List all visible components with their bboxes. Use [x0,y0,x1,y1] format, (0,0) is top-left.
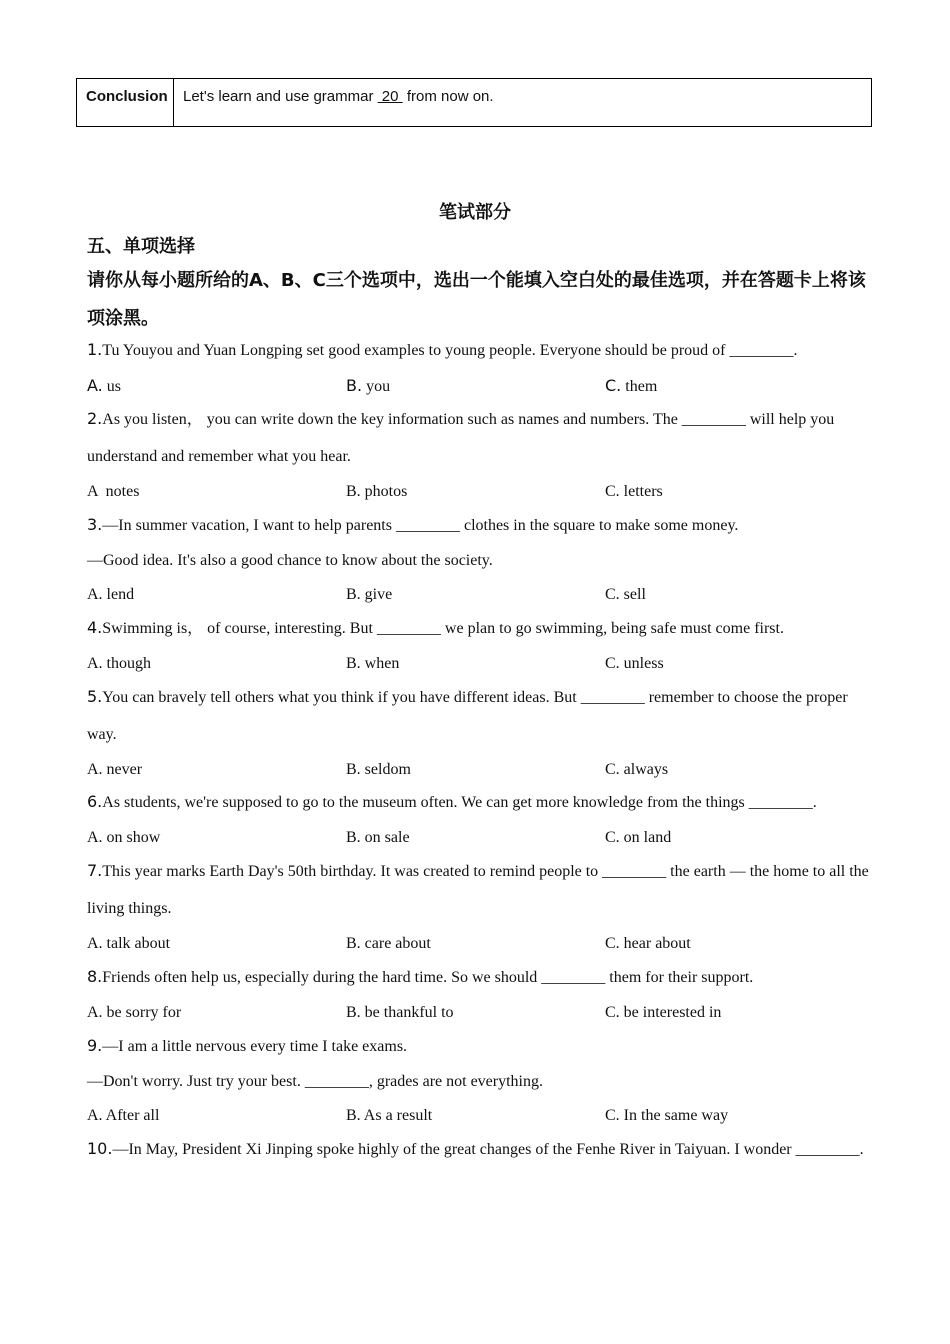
option-b[interactable]: B. when [346,655,400,672]
instructions: 请你从每小题所给的A、B、C三个选项中，选出一个能填入空白处的最佳选项，并在答题卡上将该项涂黑。 [87,270,866,329]
question-line: As students, we're supposed to go to the museum often. We can get more knowledge from the things ________. [102,794,817,811]
options-row [87,821,872,855]
option-c[interactable]: C. sell [605,586,646,603]
option-a[interactable]: A. be sorry for [87,1004,182,1021]
conclusion-table [76,78,872,127]
question-text [87,1130,872,1168]
question-line: Tu Youyou and Yuan Longping set good examples to young people. Everyone should be proud of ________. [102,342,798,359]
option-c[interactable]: C. be interested in [605,1004,722,1021]
option-a[interactable]: A. on show [87,829,161,846]
option-b[interactable]: B. on sale [346,829,410,846]
options-row [87,927,872,961]
question-text [87,678,872,753]
question-text [87,783,872,821]
question-number: 1. [87,340,103,359]
question-text [87,958,872,996]
question-9 [87,1027,872,1133]
options-row [87,369,872,403]
question-5 [87,678,872,787]
option-b[interactable]: B. As a result [346,1107,433,1124]
option-c[interactable]: C. them [605,376,658,395]
option-a[interactable]: A. us [87,376,121,395]
question-line: —Don't worry. Just try your best. ________, grades are not everything. [87,1073,543,1090]
question-line: —Good idea. It's also a good chance to know about the society. [87,552,493,569]
table-text-before: Let's learn and use grammar [183,88,378,105]
option-a[interactable]: A. never [87,761,143,778]
question-text [87,609,872,647]
question-number: 5. [87,687,103,706]
question-line: As you listen， you can write down the key information such as names and numbers. The ________ will help you understand and remember what you hear. [87,411,839,465]
question-line: —In May, President Xi Jinping spoke highly of the great changes of the Fenhe River in Taiyuan. I wonder ________. [112,1141,864,1158]
options-row [87,996,872,1030]
option-b[interactable]: B. be thankful to [346,1004,454,1021]
option-a[interactable]: A notes [87,483,140,500]
option-a[interactable]: A. After all [87,1107,160,1124]
question-text [87,506,872,544]
question-line: This year marks Earth Day's 50th birthday. It was created to remind people to ________ the earth — the home to all the living things. [87,863,873,917]
option-b[interactable]: B. seldom [346,761,411,778]
option-c[interactable]: C. on land [605,829,672,846]
option-c[interactable]: C. always [605,761,669,778]
question-number: 3. [87,515,103,534]
blank-number: 20 [377,88,403,105]
options-row [87,647,872,681]
options-row [87,753,872,787]
question-number: 6. [87,792,103,811]
question-number: 8. [87,967,103,986]
question-number: 10. [87,1139,113,1158]
options-row [87,578,872,612]
option-b[interactable]: B. photos [346,483,408,500]
question-number: 4. [87,618,103,637]
options-row [87,475,872,509]
table-content [174,79,494,126]
question-number: 7. [87,861,103,880]
question-line: —I am a little nervous every time I take exams. [102,1038,408,1055]
question-3 [87,506,872,612]
option-c[interactable]: C. In the same way [605,1107,729,1124]
question-text [87,1027,872,1065]
option-c[interactable]: C. hear about [605,935,691,952]
question-4 [87,609,872,681]
question-text [87,852,872,927]
option-a[interactable]: A. talk about [87,935,171,952]
section-title: 笔试部分 [439,202,511,223]
option-c[interactable]: C. unless [605,655,664,672]
question-7 [87,852,872,961]
question-line: —In summer vacation, I want to help parents ________ clothes in the square to make some money. [102,517,739,534]
option-b[interactable]: B. you [346,376,391,395]
option-b[interactable]: B. give [346,586,393,603]
question-1 [87,331,872,403]
option-b[interactable]: B. care about [346,935,431,952]
question-line: Friends often help us, especially during the hard time. So we should ________ them for their support. [102,969,754,986]
table-label: Conclusion [77,79,174,126]
section-heading: 五、单项选择 [87,236,195,257]
question-text [87,400,872,475]
option-a[interactable]: A. though [87,655,151,672]
question-text [87,331,872,369]
question-line: Swimming is， of course, interesting. But ________ we plan to go swimming, being safe must come first. [102,620,784,637]
question-line: You can bravely tell others what you think if you have different ideas. But ________ remember to choose the proper way. [87,689,852,743]
table-text-after: from now on. [402,88,494,105]
option-a[interactable]: A. lend [87,586,135,603]
option-c[interactable]: C. letters [605,483,663,500]
question-number: 9. [87,1036,103,1055]
question-number: 2. [87,409,103,428]
options-row [87,1099,872,1133]
question-6 [87,783,872,855]
question-8 [87,958,872,1030]
question-10 [87,1130,872,1168]
question-2 [87,400,872,509]
